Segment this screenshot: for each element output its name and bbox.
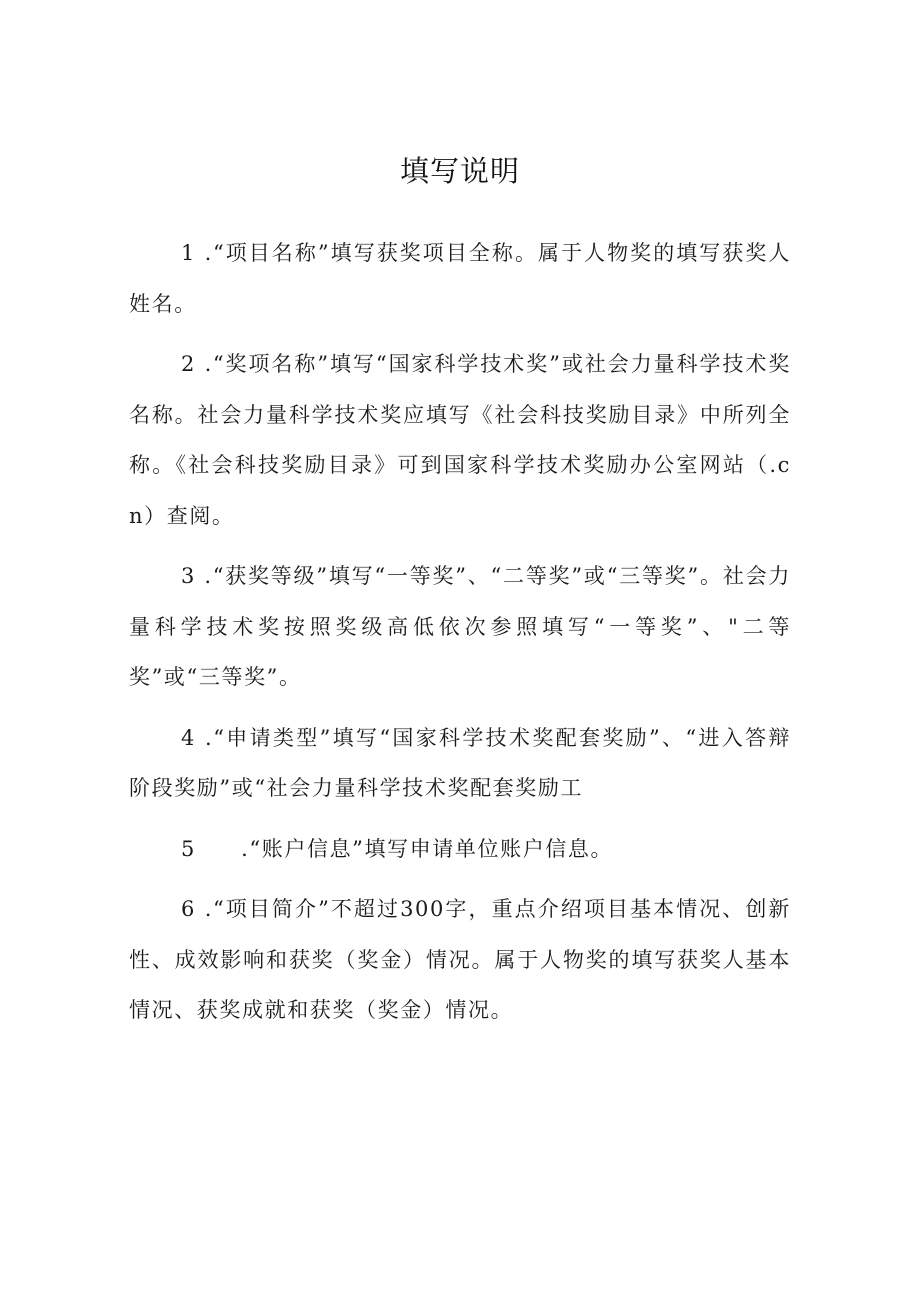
instruction-item-2: 2 .“奖项名称”填写“国家科学技术奖”或社会力量科学技术奖名称。社会力量科学技术奖应填写《社会科技奖励目录》中所列全称。《社会科技奖励目录》可到国家科学技术奖励办公室网站（.cn）查阅。 xyxy=(129,352,791,528)
page-title: 填写说明 xyxy=(399,154,520,188)
instructions-body xyxy=(129,228,791,1046)
instruction-item-3: 3 .“获奖等级”填写“一等奖”、“二等奖”或“三等奖”。社会力量科学技术奖按照奖级高低依次参照填写“一等奖”、"二等奖”或“三等奖”。 xyxy=(129,564,791,689)
instruction-item-1: 1 .“项目名称”填写获奖项目全称。属于人物奖的填写获奖人姓名。 xyxy=(129,241,791,316)
instruction-item-6: 6 .“项目简介”不超过300字，重点介绍项目基本情况、创新性、成效影响和获奖（奖金）情况。属于人物奖的填写获奖人基本情况、获奖成就和获奖（奖金）情况。 xyxy=(129,897,791,1022)
instruction-item-4: 4 .“申请类型”填写“国家科学技术奖配套奖励”、“进入答辩阶段奖励”或“社会力量科学技术奖配套奖励工 xyxy=(129,725,791,800)
instruction-item-5: 5 .“账户信息”填写申请单位账户信息。 xyxy=(181,836,614,861)
